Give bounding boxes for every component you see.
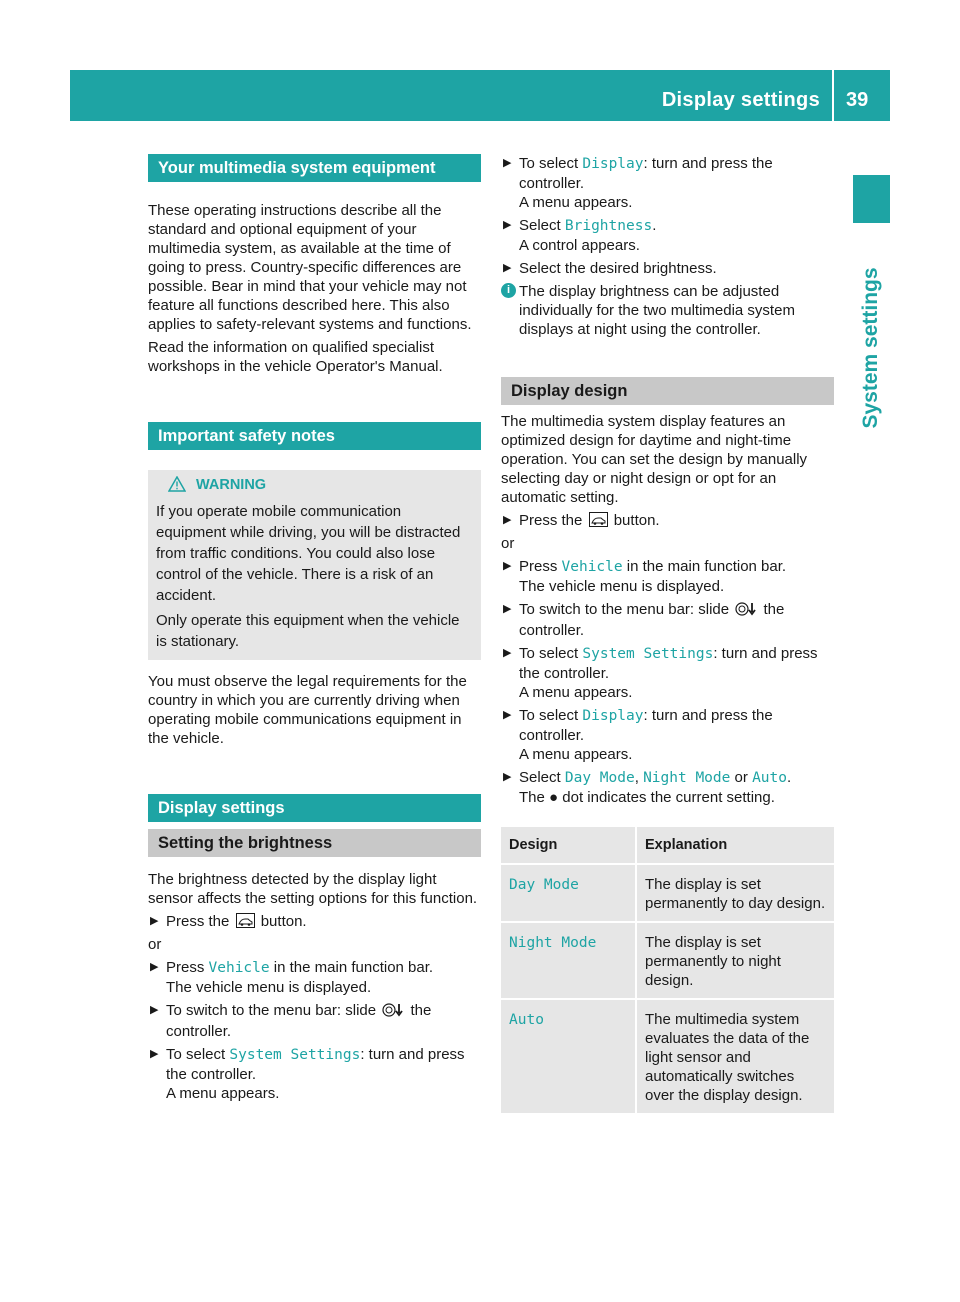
step-arrow-icon: ▶ <box>503 709 512 721</box>
controller-slide-icon <box>735 602 757 621</box>
code-term: System Settings <box>582 646 714 662</box>
step-arrow-icon: ▶ <box>150 1004 159 1016</box>
or-text: or <box>501 535 515 552</box>
design-table <box>499 825 836 1115</box>
code-term: Auto <box>752 770 787 786</box>
table-cell-design: Auto <box>509 1012 544 1028</box>
instruction-step: ▶ To select System Settings: turn and press the controller. A menu appears. <box>150 1046 465 1102</box>
selected-dot-icon: ● <box>549 789 559 806</box>
code-term: Display <box>582 708 644 724</box>
info-icon: i <box>501 283 516 298</box>
paragraph: These operating instructions describe all the standard and optional equipment of your multimedia system, as available at the time of going to press. Country-specific differences are possible. Bear in mind that your vehicle may not feature all functions described here. This also applies to safety-relevant systems and functions. <box>148 202 472 333</box>
table-row <box>501 1000 834 1113</box>
side-tab-label: System settings <box>859 267 882 429</box>
table-header-cell: Design <box>501 827 635 863</box>
step-arrow-icon: ▶ <box>503 603 512 615</box>
instruction-step: ▶ Press the button. <box>150 913 307 930</box>
header-divider <box>832 70 834 121</box>
table-row <box>501 865 834 921</box>
instruction-step: ▶ Select Day Mode, Night Mode or Auto. The ● dot indicates the current setting. <box>503 769 792 806</box>
code-term: Night Mode <box>643 770 731 786</box>
or-text: or <box>148 936 162 953</box>
vehicle-button-icon <box>589 512 608 527</box>
info-note: i The display brightness can be adjusted individually for the two multimedia system displays at night using the controller. <box>501 282 834 339</box>
table-cell-explanation: The display is set permanently to day design. <box>637 865 834 921</box>
section-heading: Your multimedia system equipment <box>148 154 481 182</box>
instruction-step: ▶ Select Brightness. A control appears. <box>503 217 657 254</box>
section-heading: Display settings <box>148 794 481 822</box>
vehicle-button-icon <box>236 913 255 928</box>
instruction-step: ▶ To switch to the menu bar: slide the controller. <box>503 601 785 639</box>
left-column <box>148 154 481 1103</box>
code-term: Display <box>582 156 644 172</box>
code-term: Vehicle <box>208 960 270 976</box>
step-arrow-icon: ▶ <box>503 647 512 659</box>
table-cell-explanation: The display is set permanently to night design. <box>637 923 834 998</box>
page-number: 39 <box>846 89 869 111</box>
right-column <box>501 154 834 1115</box>
paragraph: The multimedia system display features an optimized design for daytime and night-time operation. You can set the design by manually selecting day or night design or opt for an automatic setting. <box>501 413 808 506</box>
subsection-heading: Display design <box>501 377 834 405</box>
step-arrow-icon: ▶ <box>503 219 512 231</box>
step-arrow-icon: ▶ <box>150 915 159 927</box>
paragraph: The brightness detected by the display light sensor affects the setting options for this function. <box>148 871 478 907</box>
side-tab-marker <box>853 175 890 223</box>
table-header-cell: Explanation <box>637 827 834 863</box>
table-cell-explanation: The multimedia system evaluates the data of the light sensor and automatically switches over the display design. <box>637 1000 834 1113</box>
instruction-step: ▶ Press Vehicle in the main function bar. The vehicle menu is displayed. <box>503 558 787 595</box>
page-header-title: Display settings <box>661 89 820 111</box>
step-arrow-icon: ▶ <box>503 514 512 526</box>
instruction-step: ▶ Select the desired brightness. <box>503 260 717 277</box>
warning-text: Only operate this equipment when the vehicle is stationary. <box>156 612 460 650</box>
instruction-step: ▶ To select System Settings: turn and press the controller. A menu appears. <box>503 645 818 701</box>
step-arrow-icon: ▶ <box>503 771 512 783</box>
section-heading: Important safety notes <box>148 422 481 450</box>
code-term: Day Mode <box>564 770 635 786</box>
instruction-step: ▶ Press Vehicle in the main function bar. The vehicle menu is displayed. <box>150 959 434 996</box>
instruction-step: ▶ To select Display: turn and press the controller. A menu appears. <box>503 707 773 763</box>
instruction-step: ▶ To switch to the menu bar: slide the controller. <box>150 1002 432 1040</box>
warning-box <box>148 470 481 660</box>
subsection-heading: Setting the brightness <box>148 829 481 857</box>
table-row <box>501 923 834 998</box>
table-cell-design: Day Mode <box>509 877 579 893</box>
code-term: Vehicle <box>561 559 623 575</box>
step-arrow-icon: ▶ <box>503 560 512 572</box>
step-arrow-icon: ▶ <box>503 262 512 274</box>
controller-slide-icon <box>382 1003 404 1022</box>
warning-title <box>156 476 473 495</box>
warning-label: WARNING <box>196 477 267 493</box>
instruction-step: ▶ To select Display: turn and press the controller. A menu appears. <box>503 155 773 211</box>
step-arrow-icon: ▶ <box>150 961 159 973</box>
code-term: System Settings <box>229 1047 361 1063</box>
code-term: Brightness <box>564 218 653 234</box>
paragraph: Read the information on qualified specialist workshops in the vehicle Operator's Manual. <box>148 339 443 375</box>
table-header-row <box>501 827 834 863</box>
warning-triangle-icon <box>168 476 186 492</box>
step-arrow-icon: ▶ <box>503 157 512 169</box>
step-arrow-icon: ▶ <box>150 1048 159 1060</box>
instruction-step: ▶ Press the button. <box>503 512 660 529</box>
table-cell-design: Night Mode <box>509 935 597 951</box>
warning-text: If you operate mobile communication equipment while driving, you will be distracted from traffic conditions. You could also lose control of the vehicle. There is a risk of an accident. <box>156 503 461 604</box>
paragraph: You must observe the legal requirements for the country in which you are currently driving when operating mobile communications equipment in the vehicle. <box>148 673 467 747</box>
